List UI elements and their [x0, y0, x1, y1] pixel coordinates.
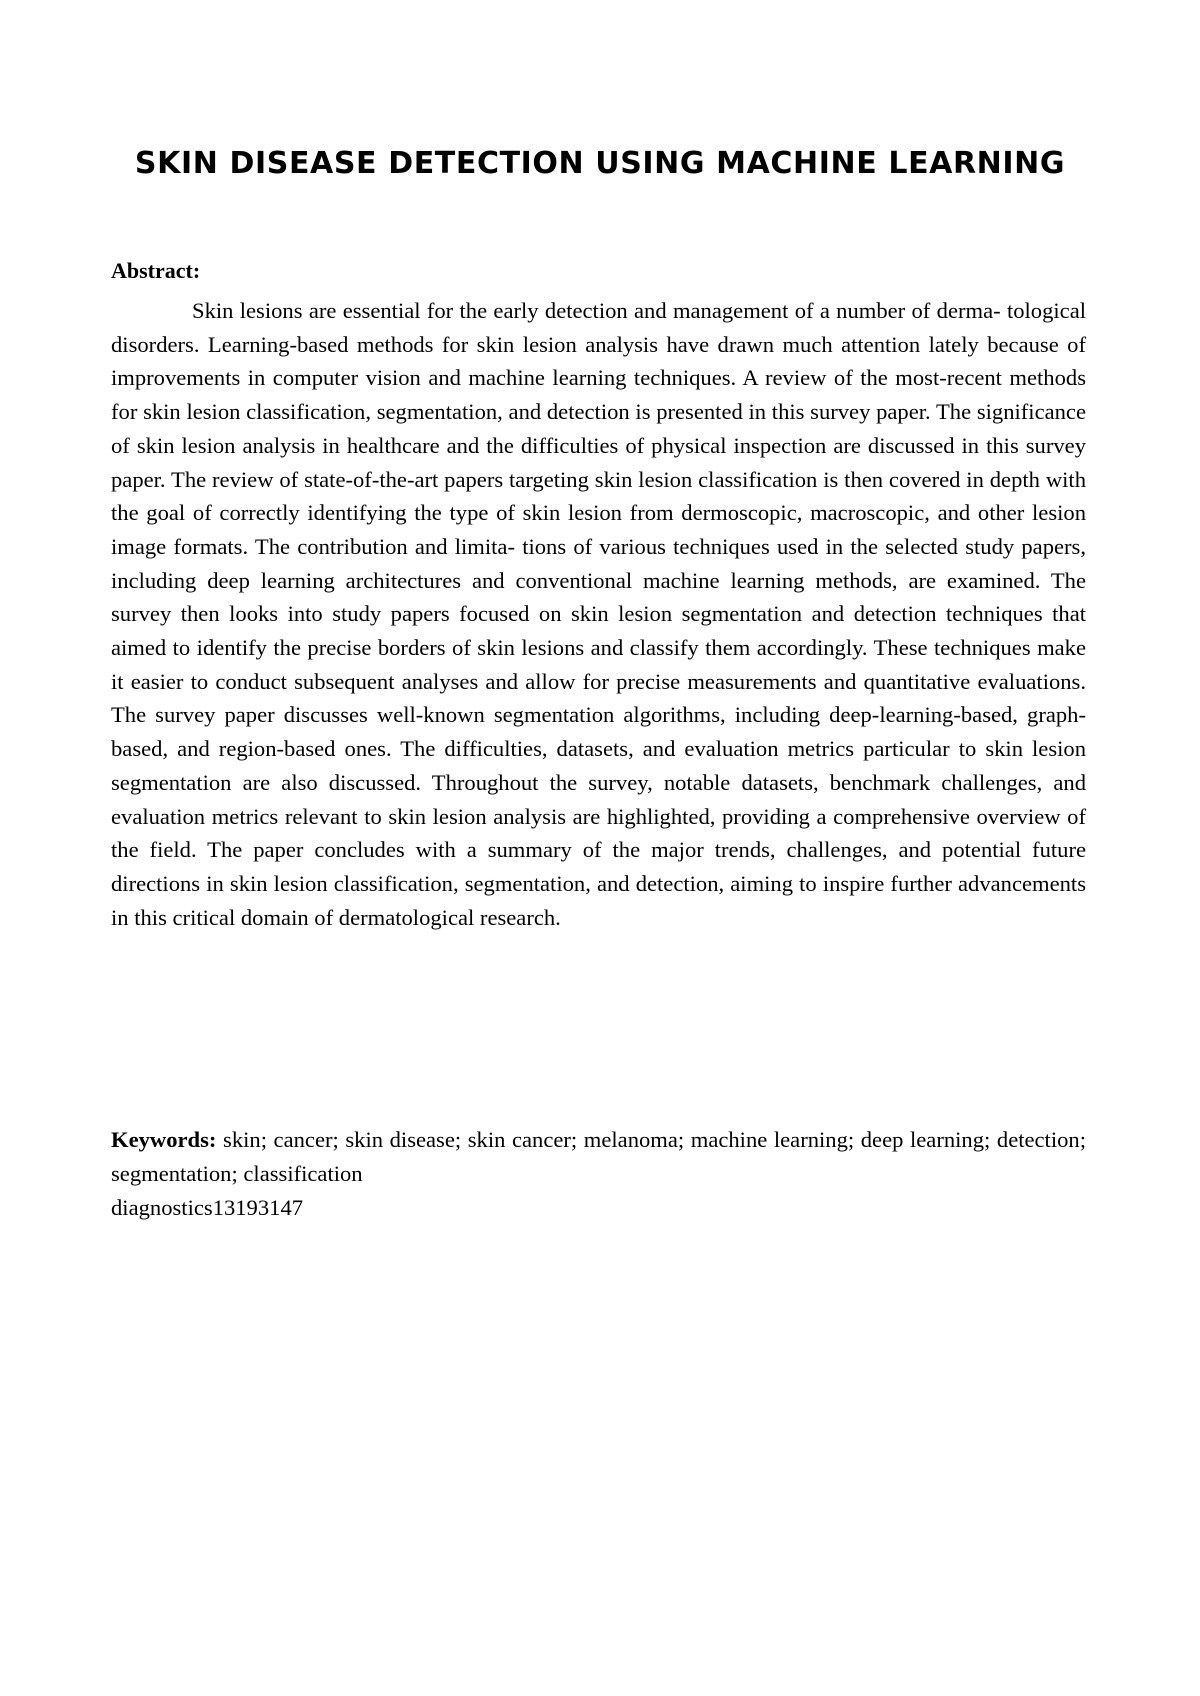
document-title: SKIN DISEASE DETECTION USING MACHINE LEARNING	[134, 146, 1066, 181]
keywords-paragraph	[111, 1123, 1086, 1190]
document-identifier: diagnostics13193147	[111, 1195, 304, 1220]
abstract-body: Skin lesions are essential for the early detection and management of a number of derma- tological disorders. Learning-based methods for skin lesion analysis have drawn much attention lately because of improvements in computer vision and machine learning techniques. A review of the most-recent methods for skin lesion classification, segmentation, and detection is presented in this survey paper. The significance of skin lesion analysis in healthcare and the difficulties of physical inspection are discussed in this survey paper. The review of state-of-the-art papers targeting skin lesion classification is then covered in depth with the goal of correctly identifying the type of skin lesion from dermoscopic, macroscopic, and other lesion image formats. The contribution and limita- tions of various techniques used in the selected study papers, including deep learning architectures and conventional machine learning methods, are examined. The survey then looks into study papers focused on skin lesion segmentation and detection techniques that aimed to identify the precise borders of skin lesions and classify them accordingly. These techniques make it easier to conduct subsequent analyses and allow for precise measurements and quantitative evaluations. The survey paper discusses well-known segmentation algorithms, including deep-learning-based, graph-based, and region-based ones. The difficulties, datasets, and evaluation metrics particular to skin lesion segmentation are also discussed. Throughout the survey, notable datasets, benchmark challenges, and evaluation metrics relevant to skin lesion analysis are highlighted, providing a comprehensive overview of the field. The paper concludes with a summary of the major trends, challenges, and potential future directions in skin lesion classification, segmentation, and detection, aiming to inspire further advancements in this critical domain of dermatological research.	[111, 298, 1086, 930]
keywords-list: skin; cancer; skin disease; skin cancer; melanoma; machine learning; deep learning; detection; segmentation; classification	[111, 1127, 1086, 1186]
keywords-label: Keywords:	[111, 1127, 217, 1152]
abstract-heading: Abstract:	[111, 258, 201, 283]
